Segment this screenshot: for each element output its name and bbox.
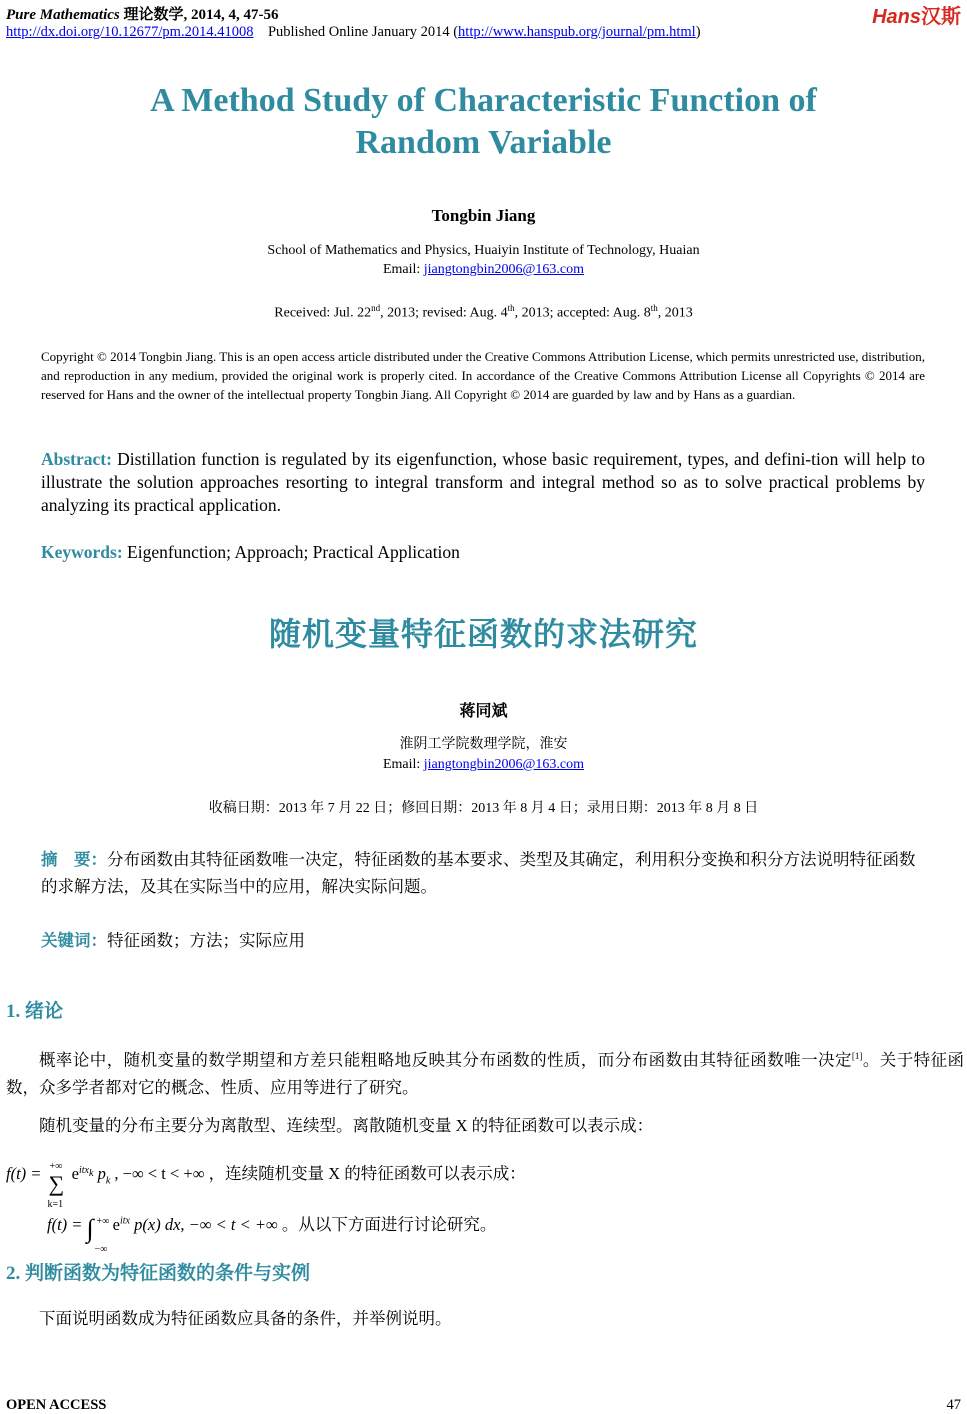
footer-open-access: OPEN ACCESS <box>6 1397 107 1413</box>
received-part4: , 2013 <box>657 305 693 321</box>
abstract-en-label: Abstract: <box>41 449 118 469</box>
para1-text-a: 概率论中，随机变量的数学期望和方差只能粗略地反映其分布函数的性质，而分布函数由其特征函数唯一决定 <box>39 1050 852 1070</box>
keywords-cn <box>41 927 305 951</box>
formula1-p-sub: k <box>105 1175 111 1187</box>
para1-text-b: 。关于特征函数，众多学者都对它的概念、性质、应用等进行了研究。 <box>6 1050 965 1097</box>
abstract-cn <box>41 846 925 900</box>
formula1-exp-text: itx <box>79 1164 89 1176</box>
integral-upper-limit: +∞ <box>96 1216 110 1227</box>
abstract-cn-text: 分布函数由其特征函数唯一决定，特征函数的基本要求、类型及其确定，利用积分变换和积分方法说明特征函数的求解方法，及其在实际当中的应用，解决实际问题。 <box>41 850 916 896</box>
received-sup3: th <box>650 303 658 313</box>
published-close: ) <box>695 24 701 40</box>
abstract-en-text: Distillation function is regulated by its eigenfunction, whose basic requirement, types, and defini-tion will help to illustrate the solution approaches resorting to integral transform and integral method so as to solve practical problems by analyzing its practical application. <box>41 449 925 515</box>
received-sup2: th <box>507 303 515 313</box>
email-cn-line <box>0 755 967 775</box>
section1-paragraph2: 随机变量的分布主要分为离散型、连续型。离散随机变量 X 的特征函数可以表示成： <box>39 1116 654 1135</box>
received-part2: , 2013; revised: Aug. 4 <box>380 305 508 321</box>
affiliation-en <box>0 241 967 279</box>
citation-ref[interactable]: [1] <box>851 1051 863 1061</box>
email-en-link[interactable]: jiangtongbin2006@163.com <box>423 262 585 277</box>
sum-upper-limit: +∞ <box>49 1161 63 1172</box>
title-cn: 随机变量特征函数的求法研究 <box>268 615 698 653</box>
formula2-body <box>113 1215 497 1234</box>
keywords-cn-label: 关键词： <box>41 931 107 950</box>
published-text: Published Online January 2014 ( <box>267 24 459 40</box>
logo-latin: Hans <box>872 6 921 28</box>
section2-number: 2. <box>6 1263 25 1284</box>
dates-en <box>0 303 967 322</box>
dates-cn: 收稿日期：2013 年 7 月 22 日；修回日期：2013 年 8 月 4 日；录用日期：2013 年 8 月 8 日 <box>208 801 759 816</box>
email-en-line <box>0 260 967 279</box>
formula-continuous <box>47 1199 497 1255</box>
page-number: 47 <box>946 1397 961 1413</box>
formula1-p: p <box>93 1164 106 1183</box>
formula-discrete <box>6 1142 526 1210</box>
hans-logo <box>872 0 961 29</box>
affiliation-cn <box>0 735 967 775</box>
integral-icon: ∫ <box>86 1214 94 1243</box>
section1-title: 绪论 <box>25 1000 64 1022</box>
formula2-rest: p(x) dx, −∞ < t < +∞ <box>130 1215 278 1234</box>
formula2-e: e <box>112 1215 120 1234</box>
doi-link[interactable]: http://dx.doi.org/10.12677/pm.2014.41008 <box>6 24 254 40</box>
email-en-label: Email: <box>382 262 424 277</box>
journal-link[interactable]: http://www.hanspub.org/journal/pm.html <box>458 24 696 40</box>
doi-line <box>6 24 701 41</box>
formula1-lhs: f(t) = <box>6 1164 46 1183</box>
received-part1: Received: Jul. 22 <box>274 305 372 321</box>
section2-paragraph: 下面说明函数成为特征函数应具备的条件，并举例说明。 <box>39 1309 452 1328</box>
keywords-en <box>41 542 460 563</box>
sigma-icon: ∑ <box>48 1171 65 1196</box>
title-en-line2: Random Variable <box>355 124 612 161</box>
abstract-cn-label: 摘 要： <box>41 850 107 869</box>
title-en-line1: A Method Study of Characteristic Function of <box>150 82 817 119</box>
email-cn-link[interactable]: jiangtongbin2006@163.com <box>423 757 585 772</box>
keywords-cn-text: 特征函数；方法；实际应用 <box>107 931 305 950</box>
section2-heading <box>6 1258 310 1285</box>
journal-citation <box>6 3 279 24</box>
copyright-notice: Copyright © 2014 Tongbin Jiang. This is an open access article distributed under the Creative Commons Attribution License, which permits unrestricted use, distribution, and reproduction in any medium, provided the original work is properly cited. In accordance of the Creative Commons Attribution License all Copyrights © 2014 are reserved for Hans and the owner of the intellectual property Tongbin Jiang. All Copyright © 2014 are guarded by law and by Hans as a guardian. <box>41 349 925 402</box>
journal-name: Pure Mathematics <box>6 7 120 23</box>
affiliation-en-text: School of Mathematics and Physics, Huaiyin Institute of Technology, Huaian <box>267 243 700 258</box>
affiliation-cn-text: 淮阴工学院数理学院，淮安 <box>399 737 568 752</box>
sum-lower-limit: k=1 <box>47 1199 64 1210</box>
formula1-e: e <box>71 1164 79 1183</box>
section1-heading <box>6 996 63 1023</box>
formula1-exp <box>79 1164 94 1179</box>
formula1-exp-sub: k <box>89 1167 94 1179</box>
email-cn-label: Email: <box>382 757 424 772</box>
received-part3: , 2013; accepted: Aug. 8 <box>514 305 651 321</box>
formula1-range: , −∞ < t < +∞ <box>110 1164 205 1183</box>
section1-paragraph1 <box>6 1043 964 1101</box>
formula2-after-text: 。从以下方面进行讨论研究。 <box>277 1215 497 1234</box>
formula1-after-text: ，连续随机变量 X 的特征函数可以表示成： <box>204 1164 526 1183</box>
keywords-en-label: Keywords: <box>41 542 128 562</box>
formula2-lhs: f(t) = <box>47 1215 87 1234</box>
formula1-body <box>71 1164 526 1187</box>
title-en <box>0 80 967 164</box>
abstract-en <box>41 448 925 517</box>
keywords-en-text: Eigenfunction; Approach; Practical Application <box>127 542 460 562</box>
author-en: Tongbin Jiang <box>431 206 536 225</box>
section1-number: 1. <box>6 1001 25 1022</box>
integral-lower-limit: −∞ <box>94 1244 108 1255</box>
journal-volume: 理论数学, 2014, 4, 47-56 <box>119 7 279 23</box>
formula2-exp: itx <box>120 1215 130 1227</box>
section2-title: 判断函数为特征函数的条件与实例 <box>25 1262 311 1284</box>
logo-cn: 汉斯 <box>921 4 961 28</box>
received-sup1: nd <box>371 303 381 313</box>
author-cn: 蒋同斌 <box>459 701 508 720</box>
